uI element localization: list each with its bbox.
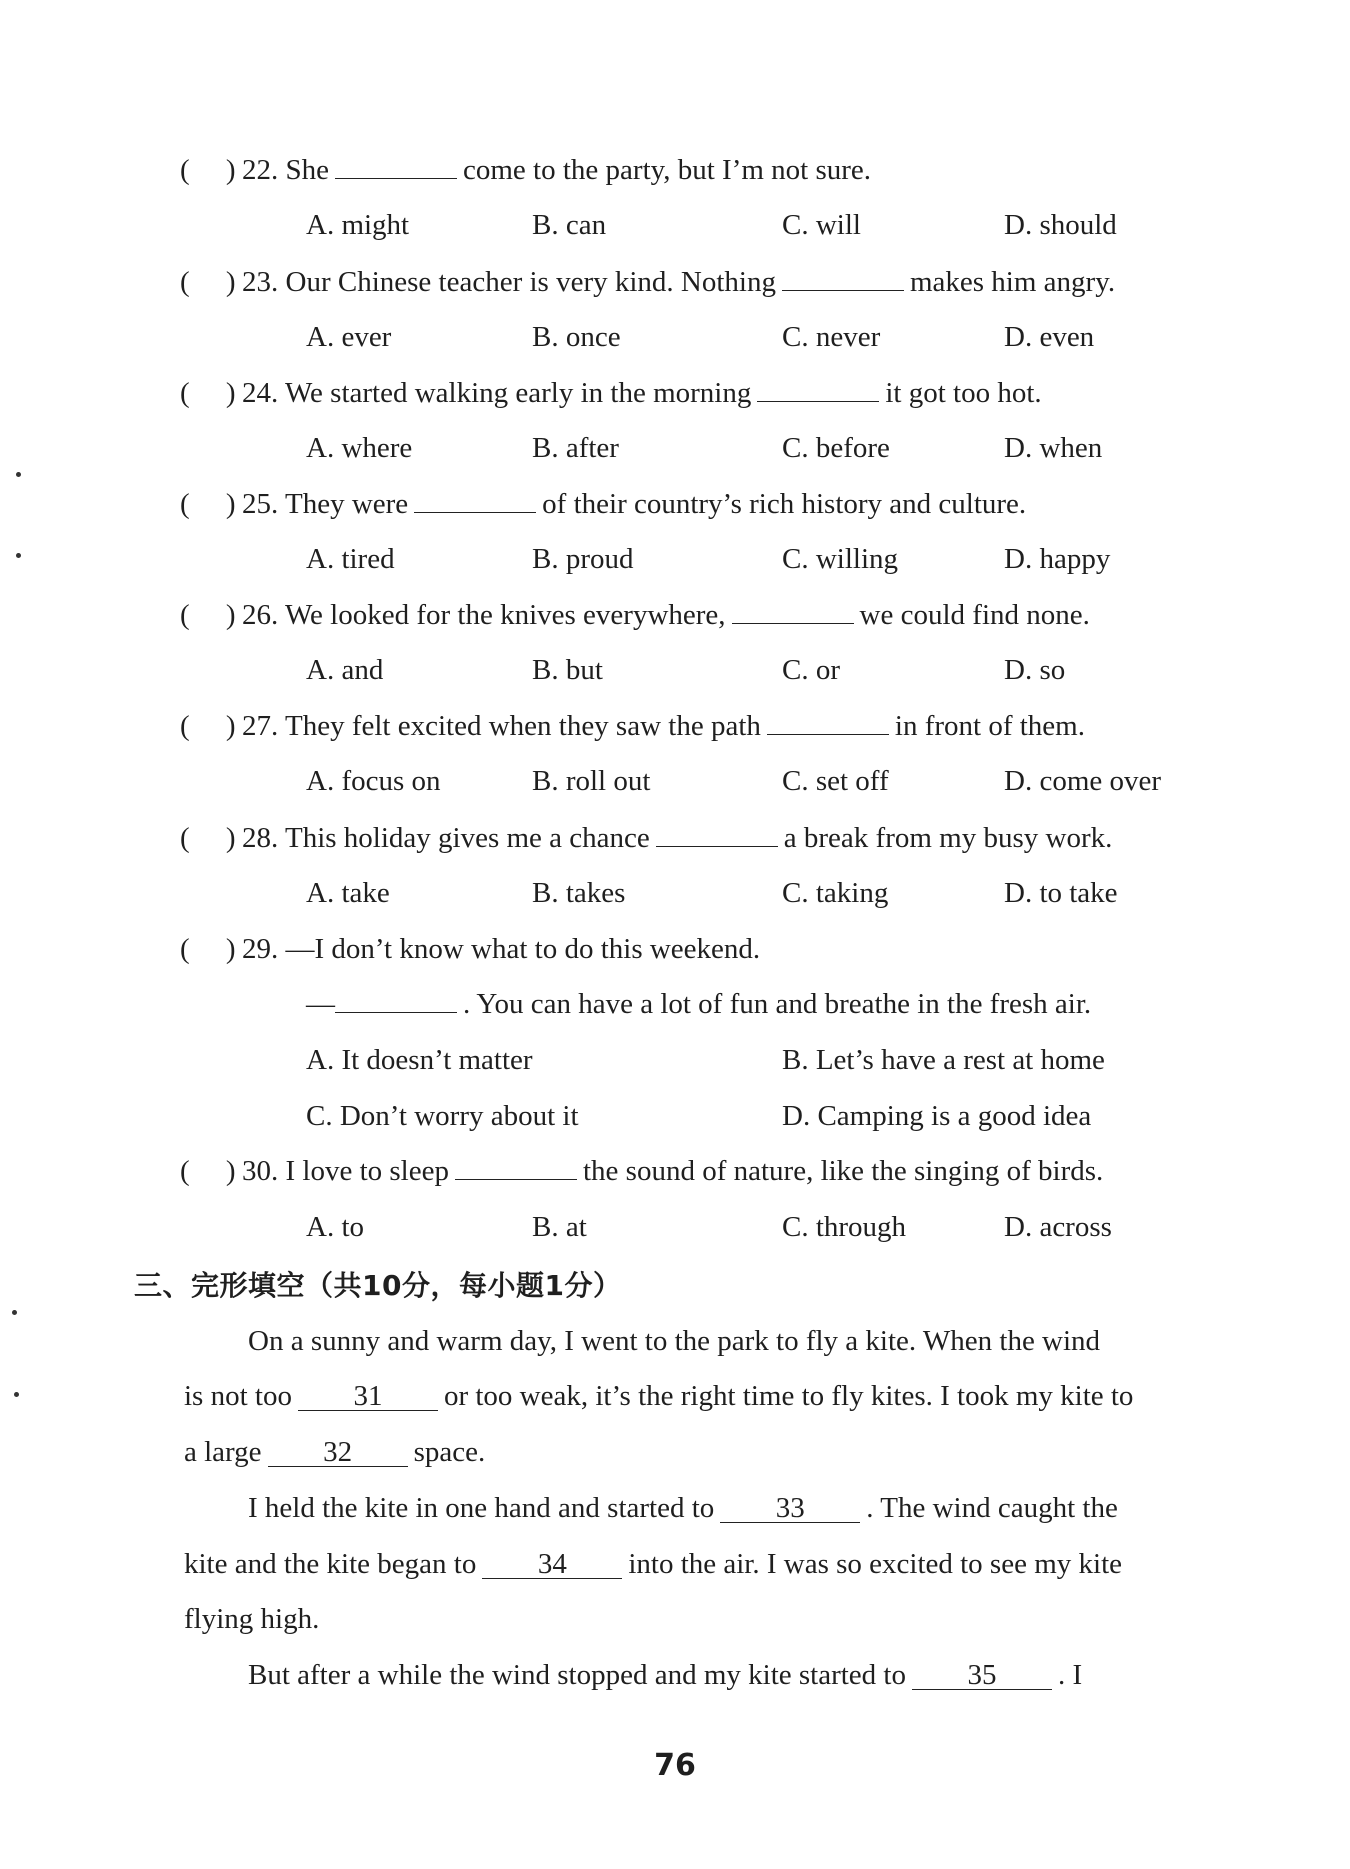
answer-blank[interactable] bbox=[335, 990, 457, 1013]
passage-line bbox=[184, 1599, 319, 1639]
cloze-blank-34[interactable]: 34 bbox=[482, 1544, 622, 1579]
question-text: . You can have a lot of fun and breathe in the fresh air. bbox=[463, 988, 1092, 1020]
option-a[interactable]: A. and bbox=[306, 654, 384, 686]
question-number: 27 bbox=[242, 710, 271, 742]
option-a[interactable]: A. ever bbox=[306, 321, 392, 353]
page-number: 76 bbox=[654, 1748, 696, 1783]
question-text: come to the party, but I’m not sure. bbox=[463, 154, 872, 186]
answer-paren[interactable]: ( ) bbox=[180, 266, 236, 298]
option-a[interactable]: A. tired bbox=[306, 543, 395, 575]
option-b[interactable]: B. after bbox=[532, 432, 619, 464]
question-text: —I don’t know what to do this weekend. bbox=[285, 933, 761, 965]
answer-paren[interactable]: ( ) bbox=[180, 710, 236, 742]
passage-text: kite and the kite began to bbox=[184, 1548, 477, 1580]
option-d[interactable]: D. happy bbox=[1004, 543, 1111, 575]
question-text: They were bbox=[284, 488, 409, 520]
question-number: 26 bbox=[242, 599, 271, 631]
option-b[interactable]: B. takes bbox=[532, 877, 626, 909]
answer-paren[interactable]: ( ) bbox=[180, 488, 236, 520]
option-a[interactable]: A. to bbox=[306, 1211, 364, 1243]
passage-text: flying high. bbox=[184, 1603, 320, 1635]
question-26: ( ) 26. We looked for the knives everywhere, we could find none. bbox=[180, 595, 1090, 635]
passage-text: into the air. I was so excited to see my kite bbox=[628, 1548, 1123, 1580]
option-c[interactable]: C. or bbox=[782, 654, 840, 686]
question-text: it got too hot. bbox=[885, 377, 1042, 409]
passage-line bbox=[248, 1321, 1100, 1361]
cloze-blank-32[interactable]: 32 bbox=[268, 1432, 408, 1467]
question-text: of their country’s rich history and culture. bbox=[542, 488, 1027, 520]
question-number: 25 bbox=[242, 488, 271, 520]
question-29: ( ) 29. —I don’t know what to do this weekend. bbox=[180, 929, 760, 969]
option-d[interactable]: D. even bbox=[1004, 321, 1095, 353]
passage-text: . The wind caught the bbox=[866, 1492, 1118, 1524]
option-d[interactable]: D. across bbox=[1004, 1211, 1112, 1243]
option-c[interactable]: C. never bbox=[782, 321, 881, 353]
option-c[interactable]: C. set off bbox=[782, 765, 889, 797]
option-d[interactable]: D. to take bbox=[1004, 877, 1118, 909]
passage-line bbox=[184, 1376, 1133, 1416]
passage-line bbox=[248, 1655, 1082, 1695]
question-text: I love to sleep bbox=[285, 1155, 449, 1187]
question-text: This holiday gives me a chance bbox=[284, 822, 650, 854]
question-number: 28 bbox=[242, 822, 271, 854]
passage-text: . I bbox=[1057, 1659, 1083, 1691]
question-22: ( ) 22. She come to the party, but I’m not sure. bbox=[180, 150, 871, 190]
option-b[interactable]: B. can bbox=[532, 209, 607, 241]
margin-mark bbox=[16, 553, 21, 558]
option-c[interactable]: C. taking bbox=[782, 877, 889, 909]
answer-blank[interactable] bbox=[414, 490, 536, 513]
option-a[interactable]: A. where bbox=[306, 432, 413, 464]
answer-paren[interactable]: ( ) bbox=[180, 599, 236, 631]
question-28: ( ) 28. This holiday gives me a chance a break from my busy work. bbox=[180, 818, 1112, 858]
option-c[interactable]: C. before bbox=[782, 432, 890, 464]
question-24: ( ) 24. We started walking early in the morning it got too hot. bbox=[180, 373, 1042, 413]
section-3-title: 三、完形填空（共10分，每小题1分） bbox=[134, 1269, 622, 1302]
margin-mark bbox=[14, 1392, 19, 1397]
option-c[interactable]: C. Don’t worry about it bbox=[306, 1100, 579, 1132]
question-text: we could find none. bbox=[859, 599, 1090, 631]
question-29-response bbox=[306, 984, 1091, 1024]
option-b[interactable]: B. Let’s have a rest at home bbox=[782, 1044, 1105, 1076]
answer-paren[interactable]: ( ) bbox=[180, 1155, 236, 1187]
passage-text: I held the kite in one hand and started to bbox=[248, 1492, 715, 1524]
passage-text: is not too bbox=[184, 1380, 292, 1412]
option-d[interactable]: D. come over bbox=[1004, 765, 1162, 797]
option-d[interactable]: D. so bbox=[1004, 654, 1066, 686]
answer-paren[interactable]: ( ) bbox=[180, 154, 236, 186]
passage-text: a large bbox=[184, 1436, 262, 1468]
option-b[interactable]: B. roll out bbox=[532, 765, 651, 797]
option-d[interactable]: D. should bbox=[1004, 209, 1117, 241]
question-text: We looked for the knives everywhere, bbox=[284, 599, 726, 631]
option-c[interactable]: C. willing bbox=[782, 543, 899, 575]
option-b[interactable]: B. proud bbox=[532, 543, 634, 575]
option-a[interactable]: A. It doesn’t matter bbox=[306, 1044, 533, 1076]
question-23: ( ) 23. Our Chinese teacher is very kind. Nothing makes him angry. bbox=[180, 262, 1115, 302]
option-b[interactable]: B. once bbox=[532, 321, 621, 353]
option-c[interactable]: C. through bbox=[782, 1211, 907, 1243]
answer-blank[interactable] bbox=[455, 1157, 577, 1180]
answer-blank[interactable] bbox=[757, 379, 879, 402]
option-a[interactable]: A. focus on bbox=[306, 765, 441, 797]
answer-paren[interactable]: ( ) bbox=[180, 822, 236, 854]
answer-blank[interactable] bbox=[767, 712, 889, 735]
passage-line bbox=[184, 1544, 1122, 1584]
question-text: makes him angry. bbox=[909, 266, 1116, 298]
question-text: They felt excited when they saw the path bbox=[284, 710, 761, 742]
option-d[interactable]: D. when bbox=[1004, 432, 1103, 464]
passage-text: or too weak, it’s the right time to fly kites. I took my kite to bbox=[443, 1380, 1134, 1412]
option-c[interactable]: C. will bbox=[782, 209, 861, 241]
answer-blank[interactable] bbox=[732, 601, 854, 624]
answer-blank[interactable] bbox=[782, 268, 904, 291]
question-number: 23 bbox=[242, 266, 271, 298]
answer-blank[interactable] bbox=[656, 824, 778, 847]
cloze-blank-33[interactable]: 33 bbox=[720, 1488, 860, 1523]
passage-line bbox=[184, 1432, 485, 1472]
answer-paren[interactable]: ( ) bbox=[180, 933, 236, 965]
question-number: 30 bbox=[242, 1155, 271, 1187]
question-number: 22 bbox=[242, 154, 271, 186]
question-number: 29 bbox=[242, 933, 271, 965]
question-text: Our Chinese teacher is very kind. Nothing bbox=[285, 266, 776, 298]
cloze-blank-31[interactable]: 31 bbox=[298, 1376, 438, 1411]
option-a[interactable]: A. might bbox=[306, 209, 410, 241]
question-text: the sound of nature, like the singing of birds. bbox=[582, 1155, 1104, 1187]
question-text: We started walking early in the morning bbox=[284, 377, 752, 409]
question-number: 24 bbox=[242, 377, 271, 409]
passage-text: But after a while the wind stopped and my kite started to bbox=[248, 1659, 906, 1691]
margin-mark bbox=[12, 1310, 17, 1315]
option-d[interactable]: D. Camping is a good idea bbox=[782, 1100, 1092, 1132]
answer-blank[interactable] bbox=[335, 156, 457, 179]
option-a[interactable]: A. take bbox=[306, 877, 390, 909]
option-b[interactable]: B. at bbox=[532, 1211, 587, 1243]
passage-line bbox=[248, 1488, 1118, 1528]
passage-text: space. bbox=[413, 1436, 486, 1468]
margin-mark bbox=[16, 472, 21, 477]
question-text: in front of them. bbox=[894, 710, 1085, 742]
question-text: a break from my busy work. bbox=[783, 822, 1113, 854]
cloze-blank-35[interactable]: 35 bbox=[912, 1655, 1052, 1690]
question-text: She bbox=[285, 154, 329, 186]
option-b[interactable]: B. but bbox=[532, 654, 603, 686]
question-25: ( ) 25. They were of their country’s rich history and culture. bbox=[180, 484, 1026, 524]
question-27: ( ) 27. They felt excited when they saw the path in front of them. bbox=[180, 706, 1085, 746]
passage-text: On a sunny and warm day, I went to the park to fly a kite. When the wind bbox=[248, 1325, 1101, 1357]
dash: — bbox=[306, 988, 335, 1020]
answer-paren[interactable]: ( ) bbox=[180, 377, 236, 409]
question-30: ( ) 30. I love to sleep the sound of nature, like the singing of birds. bbox=[180, 1151, 1103, 1191]
